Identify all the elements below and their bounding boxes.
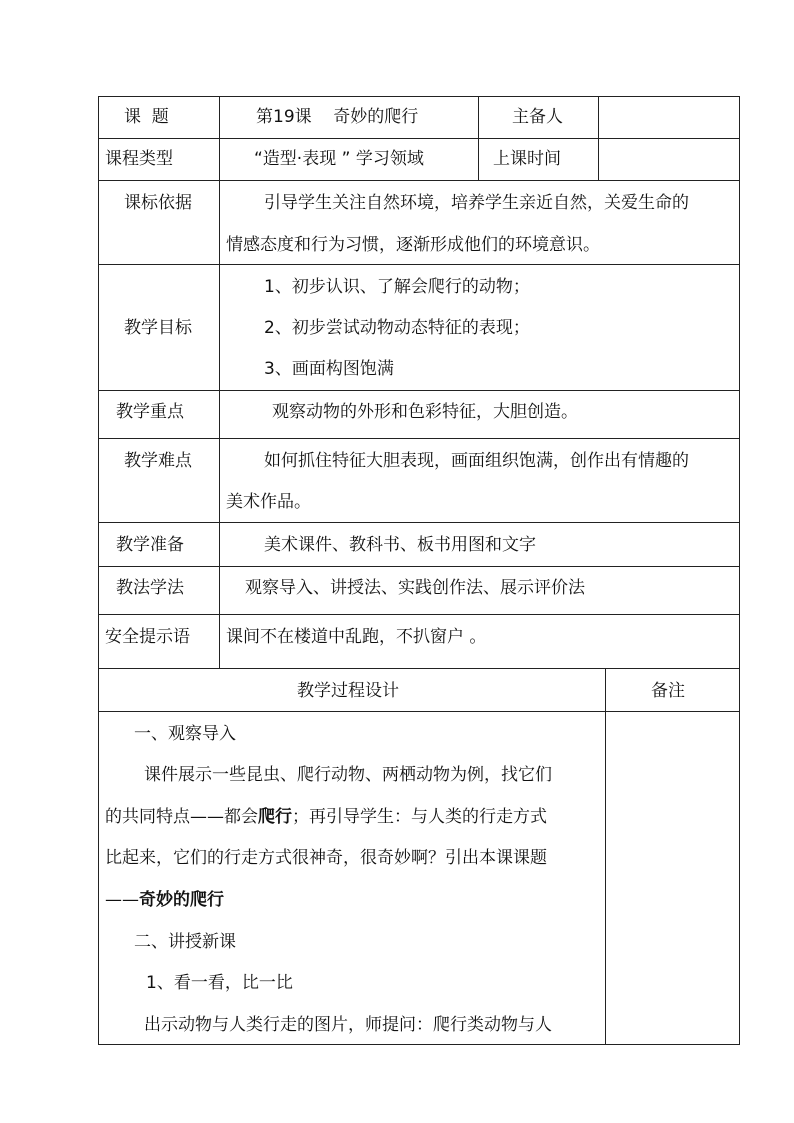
basis-line: 情感态度和行为习惯，逐渐形成他们的环境意识。 <box>226 235 600 255</box>
lesson-title-emphasis: 奇妙的爬行 <box>139 890 224 910</box>
type-value: “造型·表现 ” 学习领域 <box>254 149 424 169</box>
process-text: —— <box>105 890 139 910</box>
topic-value: 第19课 奇妙的爬行 <box>256 107 419 127</box>
row-line <box>98 711 740 712</box>
row-line <box>98 668 740 669</box>
goal-item: 1、初步认识、了解会爬行的动物； <box>264 277 530 297</box>
goal-item: 3、画面构图饱满 <box>264 359 394 379</box>
col-line <box>478 96 479 180</box>
subsection-title: 1、看一看，比一比 <box>146 973 293 993</box>
row-line <box>98 138 740 139</box>
methods-label: 教法学法 <box>116 578 184 598</box>
row-line <box>98 1044 740 1045</box>
time-label: 上课时间 <box>493 149 561 169</box>
emphasis-text: 爬行 <box>258 807 292 827</box>
type-label: 课程类型 <box>105 149 173 169</box>
safety-text: 课间不在楼道中乱跑，不扒窗户 。 <box>226 627 487 647</box>
difficulty-line: 如何抓住特征大胆表现，画面组织饱满，创作出有情趣的 <box>264 451 689 471</box>
section-title: 二、讲授新课 <box>134 932 236 952</box>
col-line <box>605 668 606 1045</box>
key-point-label: 教学重点 <box>116 402 184 422</box>
row-line <box>98 522 740 523</box>
prep-text: 美术课件、教科书、板书用图和文字 <box>264 535 536 555</box>
process-line: 课件展示一些昆虫、爬行动物、两栖动物为例，找它们 <box>144 765 552 785</box>
goals-label: 教学目标 <box>124 318 192 338</box>
row-line <box>98 438 740 439</box>
process-header: 教学过程设计 <box>297 681 399 701</box>
section-title: 一、观察导入 <box>134 724 236 744</box>
safety-label: 安全提示语 <box>105 627 190 647</box>
row-line <box>98 96 740 97</box>
process-line <box>105 809 547 826</box>
row-line <box>98 566 740 567</box>
row-line <box>98 180 740 181</box>
prep-label: 教学准备 <box>116 535 184 555</box>
difficulty-line: 美术作品。 <box>226 492 311 512</box>
process-text: ；再引导学生：与人类的行走方式 <box>292 807 547 827</box>
methods-text: 观察导入、讲授法、实践创作法、展示评价法 <box>245 578 585 598</box>
key-point-text: 观察动物的外形和色彩特征，大胆创造。 <box>272 402 578 422</box>
basis-label: 课标依据 <box>124 193 192 213</box>
notes-header: 备注 <box>651 681 685 701</box>
col-line <box>98 96 99 1045</box>
basis-line: 引导学生关注自然环境，培养学生亲近自然，关爱生命的 <box>264 193 689 213</box>
col-line <box>598 96 599 180</box>
process-text: 的共同特点——都会 <box>105 807 258 827</box>
process-line: 出示动物与人类行走的图片，师提问：爬行类动物与人 <box>144 1015 552 1035</box>
lead-label: 主备人 <box>512 107 563 127</box>
row-line <box>98 264 740 265</box>
col-line <box>219 96 220 668</box>
row-line <box>98 614 740 615</box>
goal-item: 2、初步尝试动物动态特征的表现； <box>264 318 530 338</box>
difficulty-label: 教学难点 <box>124 451 192 471</box>
col-line <box>739 96 740 1045</box>
process-line: 比起来，它们的行走方式很神奇，很奇妙啊？引出本课课题 <box>105 848 547 868</box>
row-line <box>98 390 740 391</box>
process-line <box>105 892 224 909</box>
topic-label: 课 题 <box>124 107 169 127</box>
